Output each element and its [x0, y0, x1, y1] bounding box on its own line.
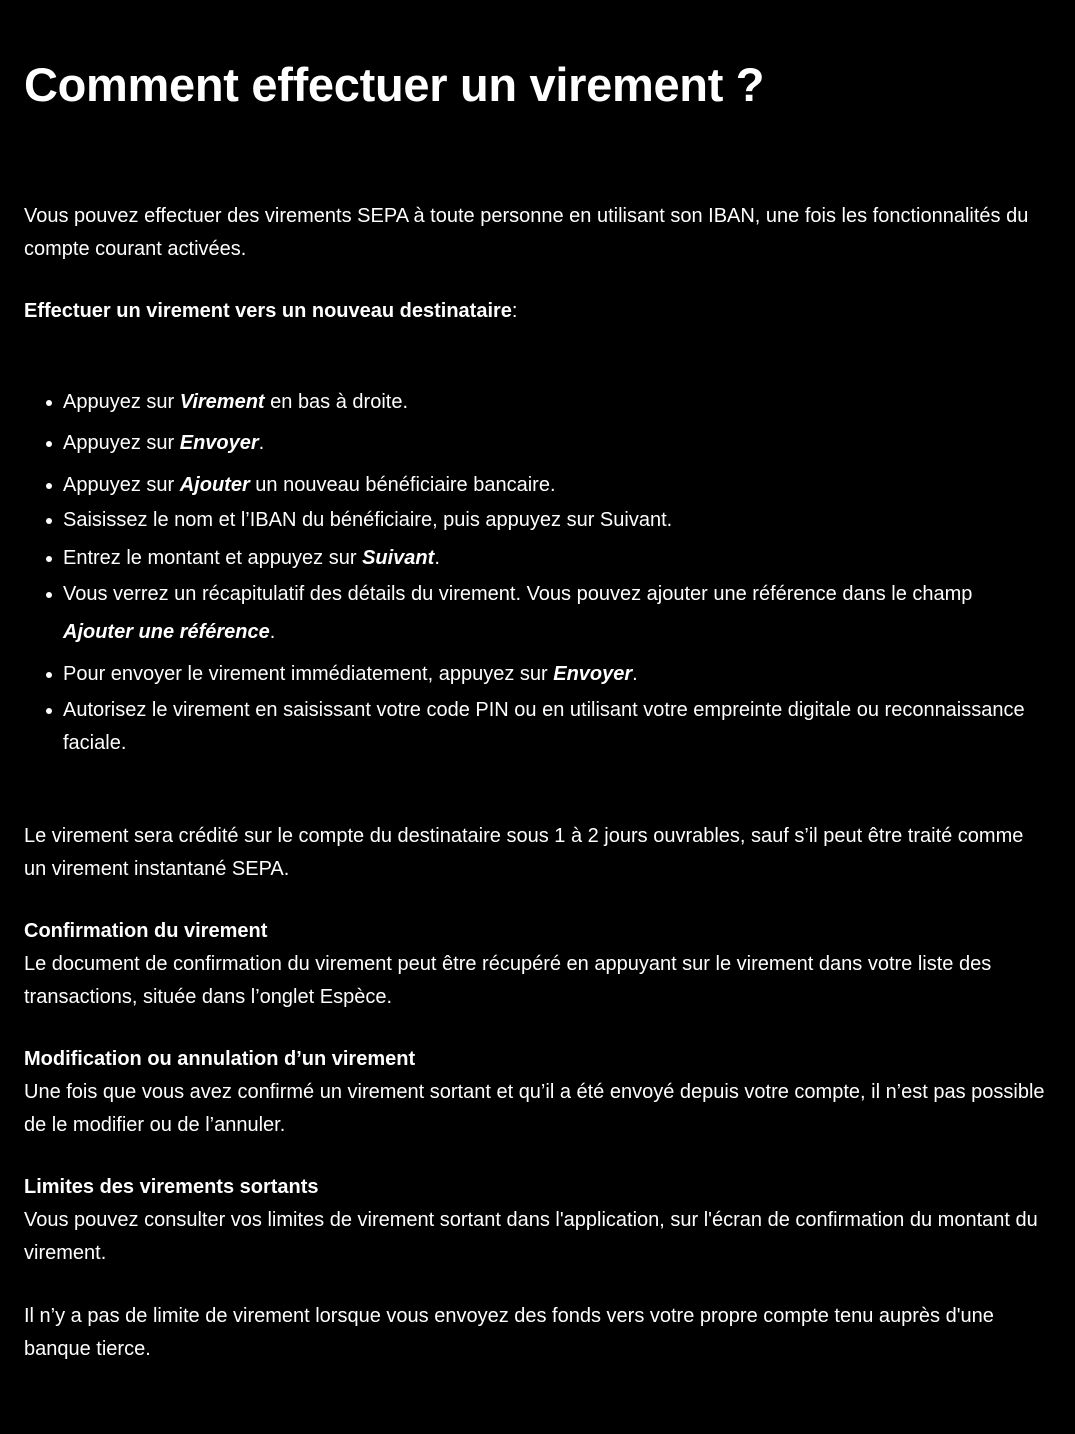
credit-paragraph: Le virement sera crédité sur le compte du destinataire sous 1 à 2 jours ouvrables, sauf s’il peut être traité comme un virement instantané SEPA. — [24, 825, 1024, 880]
list-item — [24, 658, 1051, 691]
bullet-icon — [46, 518, 52, 524]
step-text: Vous verrez un récapitulatif des détails du virement. Vous pouvez ajouter une référence dans le champ — [63, 583, 973, 605]
step-text: . — [632, 663, 638, 685]
modification-body: Une fois que vous avez confirmé un virement sortant et qu’il a été envoyé depuis votre compte, il n’est pas possible de le modifier ou de l’annuler. — [24, 1081, 1045, 1136]
bullet-icon — [46, 483, 52, 489]
limits-heading: Limites des virements sortants — [24, 1176, 319, 1198]
step-text: Entrez le montant et appuyez sur — [63, 547, 363, 569]
limits-body: Vous pouvez consulter vos limites de virement sortant dans l'application, sur l'écran de confirmation du montant du virement. — [24, 1209, 1038, 1264]
step-text: Saisissez le nom et l’IBAN du bénéficiaire, puis appuyez sur Suivant. — [63, 509, 673, 531]
step-second-line — [63, 616, 1051, 649]
limits-section — [24, 1171, 1051, 1270]
steps-subheading-colon: : — [511, 300, 518, 322]
steps-subheading-text: Effectuer un virement vers un nouveau destinataire — [24, 300, 512, 322]
bullet-icon — [46, 708, 52, 714]
intro-paragraph: Vous pouvez effectuer des virements SEPA à toute personne en utilisant son IBAN, une fois les fonctionnalités du compte courant activées. — [24, 205, 1029, 260]
confirmation-heading: Confirmation du virement — [24, 920, 268, 942]
modification-heading: Modification ou annulation d’un virement — [24, 1048, 416, 1070]
list-item — [24, 504, 1051, 537]
step-text: Pour envoyer le virement immédiatement, appuyez sur — [63, 663, 554, 685]
steps-list — [24, 386, 1051, 760]
modification-section — [24, 1043, 1051, 1142]
bullet-icon — [46, 592, 52, 598]
step-text: . — [258, 432, 265, 454]
list-item — [24, 469, 1051, 502]
list-item — [24, 542, 1051, 575]
no-limit-paragraph: Il n’y a pas de limite de virement lorsque vous envoyez des fonds vers votre propre compte tenu auprès d'une banque tierce. — [24, 1305, 994, 1360]
step-text: en bas à droite. — [264, 391, 409, 413]
list-item — [24, 578, 1051, 649]
step-emphasis: Ajouter — [179, 474, 250, 496]
step-text: Appuyez sur — [63, 432, 180, 454]
step-text: Appuyez sur — [63, 474, 180, 496]
bullet-icon — [46, 400, 52, 406]
step-emphasis: Envoyer — [553, 663, 633, 685]
step-emphasis: Suivant — [362, 547, 435, 569]
bullet-icon — [46, 441, 52, 447]
list-item — [24, 427, 1051, 460]
confirmation-body: Le document de confirmation du virement peut être récupéré en appuyant sur le virement dans votre liste des transactions, située dans l’onglet Espèce. — [24, 953, 992, 1008]
bullet-icon — [46, 556, 52, 562]
bullet-icon — [46, 672, 52, 678]
step-text: un nouveau bénéficiaire bancaire. — [249, 474, 556, 496]
step-emphasis: Virement — [179, 391, 265, 413]
page-title: Comment effectuer un virement ? — [24, 58, 765, 111]
step-emphasis: Envoyer — [179, 432, 259, 454]
confirmation-section — [24, 915, 1051, 1014]
step-text: . — [434, 547, 440, 569]
step-text: . — [269, 621, 276, 643]
step-emphasis: Ajouter une référence — [63, 621, 270, 643]
step-text: Autorisez le virement en saisissant votre code PIN ou en utilisant votre empreinte digitale ou reconnaissance faciale. — [63, 699, 1025, 754]
step-text: Appuyez sur — [63, 391, 180, 413]
list-item — [24, 694, 1051, 760]
list-item — [24, 386, 1051, 419]
steps-subheading — [24, 295, 1051, 328]
